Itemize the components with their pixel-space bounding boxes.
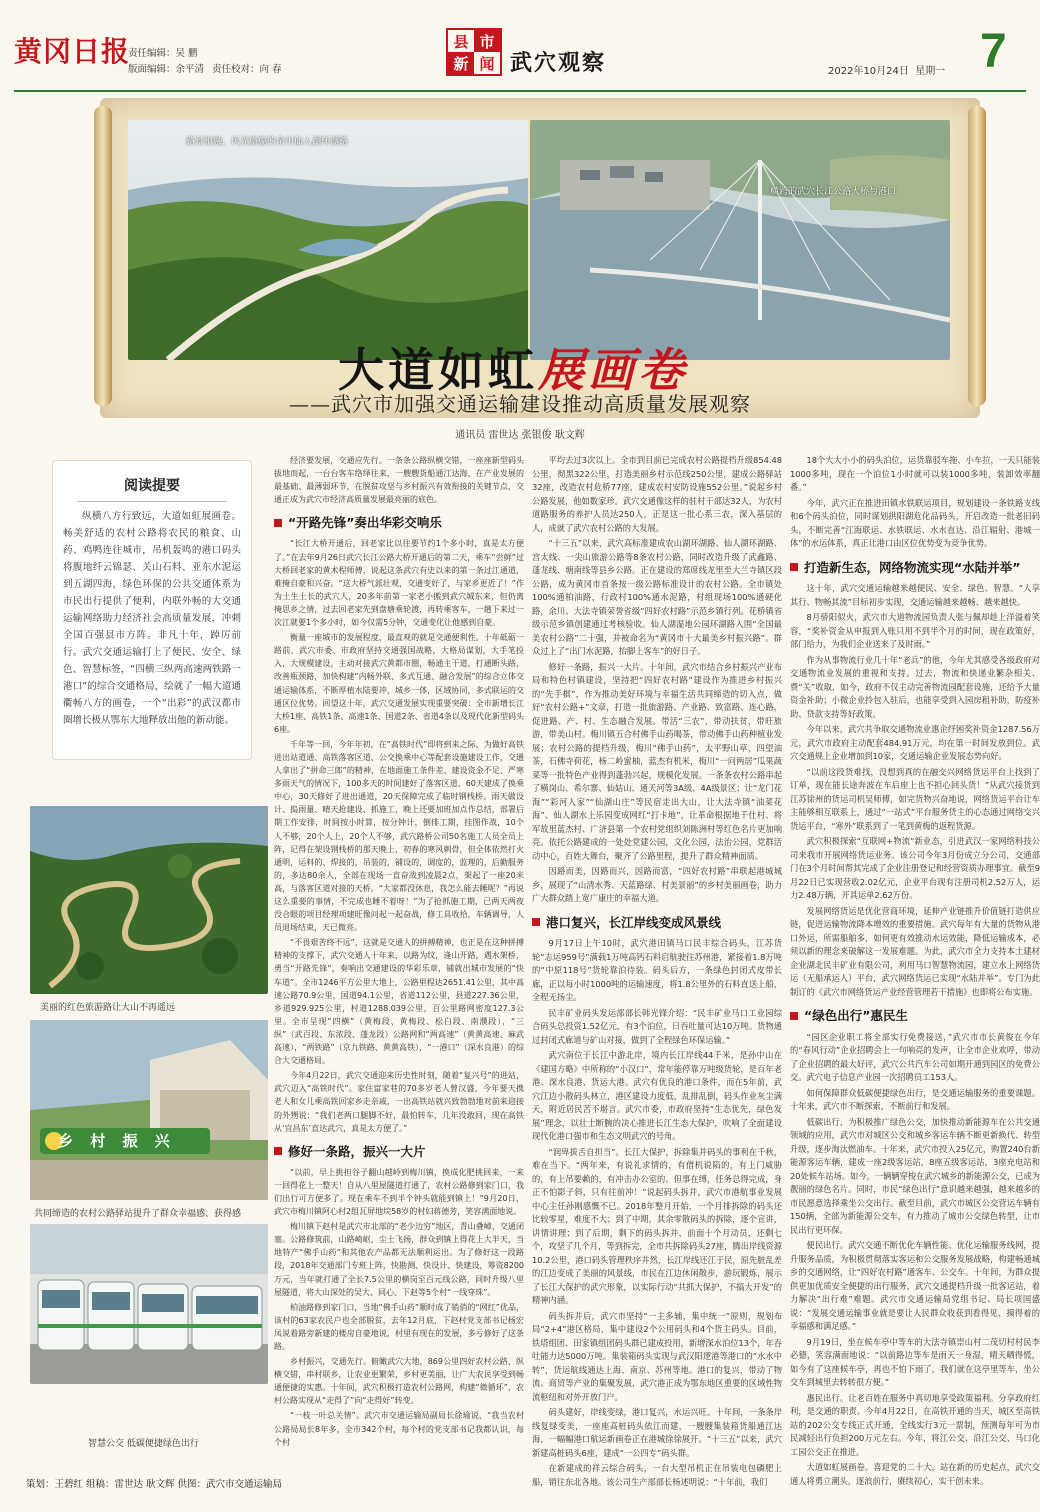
article-paragraph: 发展网络货运是优化营商环境，延伸产业链推升价值链打造供应链，促进运输物流降本增效的重要措施。武穴每年有大量的货物从港口外运，所需船舶多，如何更有效推动水运效能，降低运输成本，必须以新的理念来破解这一发展难题。为此，武穴市全力支持本土建材企业湖北民丰矿业有限公司，利用马口智慧物流园，建立水上网络货运（无船承运人）平台，武穴网络货运已实现“水陆并举”。专门为此制订的《武穴市网络货运产业经营管理若干措施》也即将公布实施。	[790, 905, 1040, 997]
section-heading-green-travel	[790, 1009, 1040, 1023]
heading-marker-icon	[532, 918, 540, 926]
headline-black: 大道如虹	[338, 343, 538, 397]
masthead	[0, 0, 1040, 92]
photo-caption-rural-station: 共同缔造的农村公路驿站提升了群众幸福感、获得感	[34, 1209, 242, 1219]
article-paragraph: “长江大桥开通后，回老家比以往要节约1个多小时，真是太方便了。”在去年9月26日武穴长江公路大桥开通后的第二天，乘车“尝鲜”过大桥回老家的黄术程师傅，说起这条武穴有史以来的第一条过江通道，难掩自豪和兴奋。“这大桥气派壮观，交通变好了，与家乡更近了！”作为土生土长的武穴人，20多年前第一家老小搬到武穴城东来，但仍离掩思乡之情，过去回老家先到盘塘乘轮渡，再转乘客车，一趟下来过一次江就要1个多小时，如今仅需5分钟，交通变化让他感到自豪。	[274, 539, 524, 628]
article-paragraph: 武穴积极探索“互联网+物流”新业态，引进武汉一家网络科技公司来我市开展网络货运业务。该公司今年3月份成立分公司，交通部门在3个月时间帮其完成了企业注册登记和经营资质办理事宜。截至9月22日已实现营收2.02亿元，企业平台现有注册司机2.52万人，运力2.48万辆，开具运单2.62万份。	[790, 836, 1040, 900]
mountain-road-photo	[30, 806, 268, 994]
summary-title: 阅读提要	[124, 478, 180, 494]
headline-red: 展画卷	[538, 343, 688, 397]
masthead-rule	[14, 90, 1026, 92]
date-text: 2022年10月24日	[828, 66, 909, 77]
article-paragraph: 今年，武穴正在推进田镇水铁联运项目，规划建设一条铁路支线和6个码头泊位，同时谋划拱阳湖危化品码头，开启改造一批老旧码头，不断完善“江海联运、水铁联运、水水直达、沿江辐射、港城一体”的水运体系，真正让港口由区位优势变为竞争优势。	[790, 497, 1040, 548]
article-paragraph: 梅川镇下赵村是武穴市北部的“老少边穷”地区，青山叠嶂，交通闭塞。公路修筑前，山路崎岖，尘土飞扬，群众到镇上得花上大半天，当地特产“佛手山药”和其他农产品都无法顺利运出。为了修好这一段路段，2018年交通部门专班上阵，快勘测、快设计、快建设，筹资8200万元，当年就打通了全长7.5公里的横岗至百元线公路，同时升级八里屋隧道，将大山深处的吴大、同心、下赵等5个村“一线穿珠”。	[274, 1222, 524, 1297]
heading-text: “绿色出行”惠民生	[804, 1008, 908, 1023]
chief-editor: 责任编辑：吴 鹏	[128, 48, 198, 59]
article-paragraph: 修好一条路，振兴一大片。十年间，武穴市结合乡村振兴产业布局和特色村镇建设，坚持把“四好农村路”建设作为推进乡村振兴的“先手棋”，作为推动美好环境与幸福生活共同缔造的切入点，做好“农村公路+”文章，打造一批旅游路、产业路、致富路、连心路，促进路、产、村、生态融合发展。带活“三农”，带动扶贫，带旺旅游，带美山村。梅川镇五合村佛手山药喝茶，带动佛手山药种植业发展；农村公路的提档升级，梅川“佛手山药”，太平野山草，四望油茶，石佛寺荷花，杨二岭蜜柚，蓝杰有机米，梅川“一问两居”瓜果蔬菜等一批特色产业得到蓬勃兴起，规模化发展。一条条农村公路串起了横岗山、希尔寨、仙姑山、通天河等3A级、4A级景区；让“龙门花海”“彩河人家”“仙湖山庄”等民宿走出大山，让大法寺镇“油菜花海”、仙人湖水上乐园变成网红“打卡地”，让革命根据地千仕村、将军故里蓝杰村、广济县第一个农村党组织刘陈洲村等红色名片更加响亮。依托公路建成的一处处党建公园，文化公园，法治公园，党群活动中心，百姓大舞台，聚齐了公路里程，提升了群众精神面质。	[532, 661, 782, 861]
article-paragraph: 今年4月22日，武穴交通迎来历史性时刻，随着“复兴号”的进站，武穴迈入“高铁时代”。家住富家巷的70多岁老人曾汉盛，今年要天携老人和女儿乘高铁回家乡走亲戚，一出高铁站就兴致勃勃地对前来迎接的外甥说：“我们老两口腿脚不好，最怕转车，几年没敢回，现在高铁从‘宜昌东’直达武穴，真是太方便了。”	[274, 1071, 524, 1133]
photo-caption-mountain-road: 美丽的红色旅游路让大山不再遥远	[40, 1003, 176, 1013]
summary-divider	[77, 501, 227, 502]
section-heading-port	[532, 916, 782, 930]
scroll-rod-right	[968, 106, 986, 406]
editor-line-1	[128, 46, 290, 62]
article-paragraph: 如何保障群众低碳便捷绿色出行，是交通运输服务的重要课题。十年来，武穴市不断探索，不断前行和发展。	[790, 1087, 1040, 1111]
article-paragraph: “十三五”以来，武穴高标准建成农山湖环湖路、仙人湖环湖路、宫太线、一尖山旅游公路等8条农村公路，同时改造升级了武鑫路、蓬龙线、塘南线等县乡公路。正在建设的郑席线龙里至大兰寺镇区段公路，成为黄冈市首条按一级公路标准设计的农村公路。全市镇处100%通柏油路，行政村100%通水泥路，村组现场100%通硬化路，余川、大法寺镇荣誉省级“四好农村路”示范乡镇行列。花桥镇省级示范乡镇创建通过考核验收。仙人湖湿地公园环湖路入围“全国最美农村公路”二十强，并被命名为“黄冈市十大最美乡村振兴路”。群众过上了“出门水泥路，抬脚上客车”的好日子。	[532, 538, 782, 656]
article-paragraph: 民丰矿业码头发运部部长韩光锋介绍：“民丰矿业马口工业园综合码头总投资1.52亿元，有3个泊位，日吞吐量可达10万吨。货物通过封闭式廊道与矿山对接，做到了全程绿色环保运输。”	[532, 1007, 782, 1045]
county-news-seal	[446, 28, 502, 76]
heading-text: 修好一条路，振兴一大片	[288, 1143, 426, 1159]
article-paragraph: “一枝一叶总关情”。武穴市交通运输局副局长徐瑜说，“我当农村公路局局长8年多，全市342个村，每个村的党支部书记我都认识，每个村	[274, 1411, 524, 1447]
page-credits: 策划：王碧红 组稿：雷世达 耿文辉 供图：武穴市交通运输局	[26, 1479, 283, 1490]
heading-marker-icon	[790, 1012, 798, 1020]
section-heading-logistics	[790, 561, 1040, 575]
electric-bus-photo	[30, 1224, 268, 1384]
scroll-rod-left	[94, 106, 112, 406]
rural-station-photo	[30, 1020, 268, 1200]
summary-text: 纵横八方行致远，大道如虹展画卷。畅美舒适的农村公路将农民的粮食、山药、鸡鸭连往城市，吊机轰鸣的港口码头将腹地纤云锦瑟、关山石料、亚东水泥运到五湖四海，绿色环保的公共交通体系为市民出行提供了便利，内联外畅的大交通运输网络助力经济社会高质量发展，冲刺全国百强县市方阵。非凡十年，踔厉前行。武穴交通运输打上了便民、安全、绿色、智慧标签，“四横三纵两高速两铁路一港口”的综合交通格局，绘就了一幅大道通衢畅八方的画卷，一个“出彩”的武汉都市圈增长极从鄂东大地释放出他的新动能。	[63, 511, 241, 726]
seal-char: 新	[448, 52, 474, 74]
section-heading-road	[274, 1145, 524, 1158]
editor-line-2	[128, 62, 290, 78]
seal-char: 县	[453, 32, 469, 51]
article-paragraph: 平均去过3次以上。全市到目前已完成农村公路提档升级854.48公里，彻黑322公里，打造美丽乡村示范线250公里，建成公路驿站32座，改造农村危桥77座，建成农村安防设施552公里。”说起乡村公路发展，他如数家珍。武穴交通像这样的驻村干部达32人，为农村道路服务的养护人员达250人，正是这一批心系三农，深入基层的人，成就了武穴农村公路的大发展。	[532, 455, 782, 533]
article-paragraph: “以前这段货难找，没想到真的在融交兴网络货运平台上找到了订单，现在能长途奔波在车后座上也不担心回头货！”从武穴接货到江苏徐州的货运司机吴师傅，如完货物兴奋地说，网络货运平台让车主能够相互联系上，通过“一站式”平台服务货主的心态通过网络交兴货运平台，“寒外”联系到了一笔到黄梅的返程货源。	[790, 766, 1040, 831]
article-paragraph: 惠民出行。让老百姓在服务中真切地享受政策福利。分享政府红利，是交通的职责。今年4月22日，在高铁开通的当天，城区至高铁站的202公交专线正式开通，全线实行3元一票制，预测每年可为市民减轻出行负担200万元左右。今年，将江公交、沿江公交、马口化工园公交正在推进。	[790, 1392, 1040, 1457]
article-paragraph: 千年等一回，今年年初，在“高铁时代”即将到来之际，为做好高铁进出站道通、高铁落客区道、公交换乘中心等配套设施建设工作，交通人拿出了“拼命三郎”的精神，在地面施工条件差、建设资金不足、严寒多雨天气的情况下，100多天的时间建好了落客区道、60天建成了换乘中心，30天修好了进出通道，20天保障完成了临时钢栈桥。雨天做设计、捣雨量、晴天抢建设、抓施工，晚上还要加班加点作总结，部署后期工作安排，时间按小时算，按分钟计，倒排工期，挂图作战，10个人不够，20个人上，20个人不够，武穴路桥公司50名施工人员全员上阵，记得在架设钢栈桥的那天晚上，初春的寒风刺骨，但全体依然打火通明，运料的、焊接的，吊装的，铺设的，调度的，监理的，后勤服务的，多达80余人，全部在现场一直奋战到凌晨2点，架起了一座20米高，与落客区道对接的天桥。“大家都没休息，我怎么能去睡呢？”再说这么重要的事情，不完成也睡不着呀！”为了抢抓施工期，已两天两夜没合眼的项目经理项建旺像问起一起奋战，修工具收拾，车辆调导，人员退场结束，天已微亮。	[274, 739, 524, 933]
article-paragraph: 这十年，武穴交通运输越来越便民、安全、绿色、智慧。“人享其行、物畅其流”目标初步实现，交通运输越来越畅、越来越快。	[790, 583, 1040, 607]
article-paragraph: 乡村振兴，交通先行。俯瞰武穴大地，869公里四好农村公路，纵横交错，串村联乡，让农业更繁荣，乡村更美丽，让广大农民享受到畅通便捷的实惠。十年间，武穴积极打造农村公路网，构建“微循环”，农村公路实现从“走得了”向“走得好”转变。	[274, 1357, 524, 1406]
article-paragraph: 武穴南位于长江中游北岸，境内长江岸线44千米，是孙中山在《建国方略》中所称的“小汉口”，常年能停靠万吨级货轮，是百年老港、深水良港、货运大港。武穴有优良的港口条件，而在5年前，武穴江边小散码头林立，港区建设力度低，乱排乱倒，码头作业灰尘满天，附近居民苦不堪言。武穴市委，市政府坚持“生态优先，绿色发展”理念，以壮士断腕的决心推进长江生态大保护，吹响了全面建设现代化港口强市和生态文明武穴的号角。	[532, 1050, 782, 1141]
article-column-3	[790, 454, 1040, 1490]
lakeside-road-photo	[128, 120, 528, 360]
article-paragraph: 大道如虹展画卷。喜迎党的二十大，站在新的历史起点，武穴交通人将勇立潮头，逐浪前行，赓续初心，实干创未来。	[790, 1462, 1040, 1486]
article-paragraph: “以前，早上挑担谷子翻山越岭到梅川镇，换成化肥挑回来，一来一回得花上一整天！自从八里屋隧道打通了，农村公路修到家门口，我们出行可方便多了。现在乘车不到半个钟头就能到镇上！”9月20日，武穴市梅川镇阿心村2组瓦屏地垸58岁的村妇蒋德芳，笑容满面地说。	[274, 1167, 524, 1217]
article-paragraph: “园区企业职工将全部实行免费接送，”武穴市市长黄俊在今年的“春风行动”企业招聘会上一句响亮的发声，让全市企业欢呼，带动了企业招聘的最大好评，武穴公共汽车公司如期开通到园区的免费公交。武穴电子信息产业园一次招聘员工153人。	[790, 1031, 1040, 1082]
seal-char: 市	[474, 30, 500, 52]
heading-text: 打造新生态，网络物流实现“水陆并举”	[804, 559, 1021, 575]
weekday-text: 星期一	[915, 66, 946, 77]
heading-marker-icon	[274, 1147, 282, 1155]
reading-summary-box	[52, 460, 252, 760]
article-paragraph: 作为从事物流行业几十年“老兵”的他，今年尤其感受各级政府对交通物流业发展的重视和支持。过去，物流和快递业繁杂相关、费“关”收取，如今，政府不仅主动完善物流园配套设施，还给予大量资金补助；小微企业拎包入驻后，也能享受到入园房租补助，防疫补助、贷款支持等好政策。	[790, 654, 1040, 719]
proofreader: 责任校对：向 春	[212, 64, 282, 75]
seal-char: 闻	[479, 54, 495, 73]
paper-name-logo: 黄冈日报	[14, 35, 131, 68]
article-paragraph: “润卑拔舌自担当”。长江大保护，拆除集并码头的事利在千秋，难在当下。“两年来，有说礼求情的，有借机说陷的，有上门威胁的，有上吊要赖的，有冲击办公室的。但事在缚，任务总得完成，身正不怕影子斜，只有往前冲！”说起码头拆并，武穴市港航事业发展中心主任孙刚感慨不已。2018年整月开始，一个月排拆除的码头还比较零星，难度不大；到了中期，其余零散码头的拆除，逐个宣讲，讲情讲理；到了后期，剩下的码头拆并，前面十个月动员，还剩七个，攻坚了几个月，等到拆完，全市共拆除码头27座，腾出岸线资源10.2公里，港口码头管理秩序井然，长江岸线还江于民，原先脏乱差的江边变成了美丽的风景线，市民在江边休闲散步，游玩锻炼，展示了长江大保护的武穴形象，以实际行动“共抓大保护，不搞大开发”的精神内涵。	[532, 1146, 782, 1305]
intro-paragraph: 经济要发展，交通应先行。一条条公路纵横交错，一座座新型码头拔地而起，一台台客车络绎往来，一艘艘货船通江达海，在产业发展的最基础、最薄弱环节，在脱贫攻坚与乡村振兴有效衔接的关键节点，交通正成为武穴市经济高质量发展最亮丽的底色。	[274, 456, 524, 505]
article-paragraph: 18个大大小小的码头泊位，运货靠驳车拖、小车拉，一天只能装1000多吨，现在一个泊位1小时就可以装1000多吨，装卸效率翻番。”	[790, 455, 1040, 492]
issue-date	[828, 62, 945, 77]
article-paragraph: “不畏艰苦终不远”，这就是交通人的拼搏精神，也正是在这种拼搏精神的支撑下，武穴交通人十年来，以路为纹，逢山开路，遇水架桥，勇当“开路先锋”，奏响出交通建设的华彩乐章，铺就出城市发展的“快车道”。全市1246平方公里大地上，公路里程达2651.41公里，其中高速公路70.9公里，国道94.1公里，省道112公里，县道227.36公里，乡道929.925公里，村道1288.039公里，百公里路网密度127.3公里。全市呈现“四横”（黄梅段、黄梅段、松白段、南濮段），“三纵”（武百段、东浓段、蓬龙段）公路网和“两高速”（黄黄高速、麻武高速），“两铁路”（京九铁路、黄黄高铁），“一港口”（深水良港）的综合大交通格局。	[274, 938, 524, 1066]
article-paragraph: 码头拆并后，武穴市坚持“一主多辅，集中统一”原则，规划布局“2+4”港区格局，集中建设2个公用码头和4个货主码头。目前，铁塔组团、田家镇组团码头群已建成投用，新增深水泊位13个，年吞吐能力达5000万吨。集装箱码头实现与武汉阳逻港等港口的“水水中转”，货运航线通达上海、南京、苏州等地。港口的复兴，带动了物流、商贸等产业的集聚发展，武穴港正成为鄂东地区重要的区域性物流枢纽和对外开放门户。	[532, 1310, 782, 1402]
heading-marker-icon	[274, 519, 282, 527]
layout-editor: 版面编辑：余平清	[128, 64, 205, 75]
rural-revitalization-sign: 乡 村 振 兴	[58, 1132, 176, 1150]
byline: 通讯员 雷世达 张银俊 耿文辉	[455, 430, 585, 441]
article-column-2	[532, 454, 782, 1491]
article-paragraph: 今年以来，武穴共争取交通物流业惠企纾困奖补资金1287.56万元，武穴市政府主动配套484.91万元，均在第一时间发放到位。武穴交通规上企业增加到10家，交通运输企业发展态势向好。	[790, 724, 1040, 761]
page-number: 7	[980, 25, 1007, 78]
heading-text: “开路先锋”奏出华彩交响乐	[288, 515, 442, 531]
subheadline: ——武穴市加强交通运输建设推动高质量发展观察	[289, 392, 751, 416]
article-paragraph: 低碳出行，为积极推广绿色公交，加快推动新能源车在公共交通领域的应用，武穴市对城区公交和城乡客运车辆不断更新换代、转型升级，逐步淘汰燃油车。十年来，武穴市投入25亿元，购置240台新能源客运车辆，建成一座2级客运站，8座五级客运站，3座充电站和20处候车站场。如今，一辆辆穿梭在武穴城乡的新能源公交，已成为靓丽的绿色名片。同时，市民“绿色出行”意识越来越强，越来越多的市民愿意选择乘坐公交出行。截至目前，武穴市城区公交营运车辆有150辆，全部为新能源公交车，有力推动了城市公交绿色转型，让市民出行更环保。	[790, 1116, 1040, 1235]
section-title: 武穴观察	[510, 51, 607, 76]
article-paragraph: 柏油路修到家门口，当地“佛手山药”顺时成了销俏的“网红”优品，该村的63家农民户也全部脱贫，去年12月底，下赵村党支部书记杨宏凤说着路旁新建的楼房自豪地说，村里有现在的发展，多亏修好了这条路。	[274, 1302, 524, 1351]
bridge-port-photo	[530, 120, 950, 360]
article-column-1	[274, 454, 524, 1451]
hero-scroll	[100, 98, 980, 418]
section-heading-pioneer	[274, 516, 524, 529]
article-paragraph: 便民出行。武穴交通不断优化车辆性能、优化运输服务线网，提升服务品质，为积极贯彻落实客运和公交服务发展战略，构建畅通城乡的交通网络，让“四好农村路”通客车、公交车。十年间，为群众提供更加优质安全便捷的出行服务，武穴交通提档升级一批客运站，着力解决“出行难”难题。武穴市交通运输局党组书记、局长项国盛说：“发展交通运输事业就是要让人民群众收获到看得见、摸得着的幸福感和满足感。”	[790, 1240, 1040, 1331]
photo-caption-left: 路景相融，风光旖旎的余川仙人湖环湖路	[186, 137, 349, 147]
photo-caption-bus: 智慧公交 低碳便捷绿色出行	[88, 1439, 199, 1449]
heading-marker-icon	[790, 563, 798, 571]
editor-credits	[128, 46, 290, 78]
article-paragraph: 8月骄阳似火，武穴市大道物流园负责人张与佩却趁上洋溢着笑容，“奖补资金从申报到入账只用不到半个月的时间，现在政策好，部门给力，为我们企业送来了及时雨。”	[790, 612, 1040, 649]
article-paragraph: 码头建好，岸线变绿，港口复兴，水运兴旺。十年间，一条条岸线复绿变美，一座座高桩码头依江而建，一艘艘集装箱货船通江达海，一幅幅港口航运新画卷正在港城徐徐展开。“十三五”以来，武穴新建高桩码头6座，建成“一公四专”码头群。	[532, 1407, 782, 1458]
article-paragraph: 9月19日，坐在候车亭中等车的大法寺镇崇山村二茂切村村民李必德，笑容满面地说：“以前路边等车是雨天一身湿，晴天晒得慌，如今有了这座候车亭，再也不怕下雨了，我们就在这亭里等车，坐公交车到城里去转转很方便。”	[790, 1336, 1040, 1387]
article-paragraph: 因路而美，因路而兴，因路而富，“四好农村路”串联起港城城乡，展现了“山清水秀、天蓝路绿、村美景丽”的乡村美丽画卷，助力广大群众踏上宽广康庄的幸福大道。	[532, 866, 782, 903]
article-paragraph: 衡量一座城市的发展程度，最直观的就是交通便利性。十年砥砺一路前，武穴市委、市政府坚持交通强国战略，大格局谋划，大手笔投入，大规模建设，主动对接武穴黄都市圈，畅通主干道，打通断头路，改善瓶颈路，加快构建“内畅外联、多式互通、融合发展”的综合立体交通运输体系，不断厚植水陆要冲，城乡一体，区域协同，多式联运的交通区位优势。回望这十年，武穴交通发展实现重要突破：全市新增长江大桥1座、高铁1条、高速1条、国道2条、省道4条以及现代化新型码头6座。	[274, 633, 524, 734]
article-paragraph: 在新建成的祥云综合码头，一台大型吊机正在吊装电包磷肥上船，销往东北各地。该公司生产部部长杨述明说：“十年前，我们	[532, 1463, 782, 1487]
article-paragraph: 9月17日上午10时，武穴港田镇马口民丰综合码头，江苏货轮“志运959号”满载1万吨高钙石料启航驶往苏州港，紧接着1.8万吨的“中原118号”货轮靠泊待装。码头后方，一条绿色封闭式皮带长廊，正以每小时1000吨的运输速度，将1.8公里外的石料直送上船，全程无扬尘。	[532, 938, 782, 1002]
heading-text: 港口复兴，长江岸线变成风景线	[546, 914, 722, 930]
photo-caption-right: 横跨的武穴长江公路大桥与港口	[770, 187, 897, 197]
